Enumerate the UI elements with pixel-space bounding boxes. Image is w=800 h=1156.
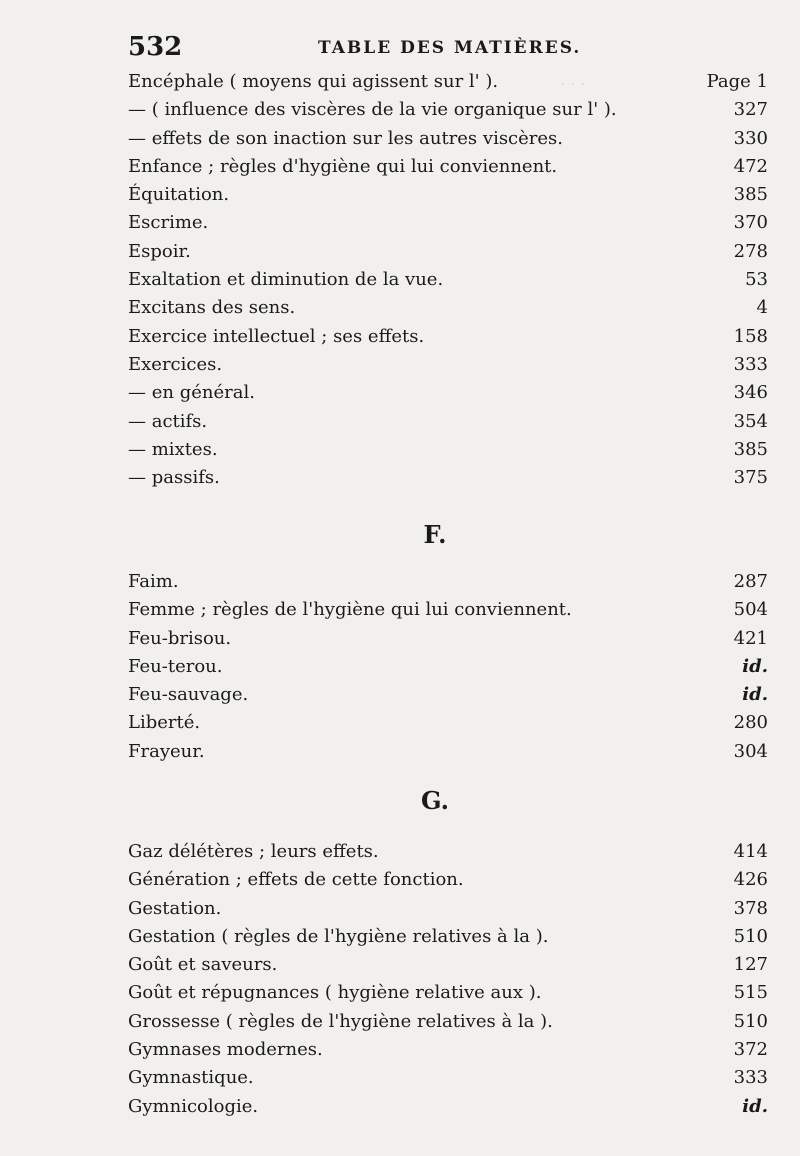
entry-page-number: 421 (733, 627, 768, 649)
entry-label: Gaz délétères ; leurs effets. (128, 841, 379, 862)
index-entry (128, 625, 768, 653)
entry-page-number: 333 (733, 353, 768, 375)
entry-page-number: 385 (733, 184, 768, 206)
entry-label: Grossesse ( règles de l'hygiène relatives à la ). (128, 1010, 553, 1032)
entry-page-number: 515 (733, 982, 768, 1004)
index-entry (128, 323, 768, 351)
entry-label: Escrime. (128, 212, 209, 234)
entry-page-number: Page 1 (706, 71, 768, 92)
index-entry (128, 209, 768, 237)
entry-page-number: 127 (733, 954, 768, 976)
entry-label: Gymnastique. (128, 1067, 254, 1089)
index-entry (128, 266, 768, 294)
entry-label: Gymnases modernes. (128, 1039, 323, 1061)
entry-page-number: 327 (733, 99, 768, 121)
entry-label: — mixtes. (128, 438, 218, 460)
index-entry (128, 181, 768, 209)
entry-label: Encéphale ( moyens qui agissent sur l' ). (128, 71, 499, 92)
entry-page-number: 280 (733, 712, 768, 734)
index-entry (128, 464, 768, 492)
entry-list (128, 838, 768, 1121)
index-entry (128, 408, 768, 436)
index-entry (128, 125, 768, 153)
entry-page-number: 510 (733, 925, 768, 947)
entry-page-number: 346 (733, 382, 768, 404)
entry-page-number: 370 (733, 212, 768, 234)
entry-label: — ( influence des viscères de la vie organique sur l' ). (128, 99, 617, 121)
index-entry (128, 866, 768, 894)
index-entry (128, 681, 768, 709)
entry-list (128, 68, 768, 492)
entry-page-number: 372 (733, 1039, 768, 1061)
page-number: 532 (128, 32, 183, 62)
entry-page-number: 510 (733, 1010, 768, 1032)
entry-label: — effets de son inaction sur les autres viscères. (128, 127, 564, 149)
index-entry (128, 1064, 768, 1092)
entry-label: Faim. (128, 571, 179, 592)
entry-label: Exercice intellectuel ; ses effets. (128, 325, 425, 347)
entry-label: Espoir. (128, 240, 191, 262)
entry-page-number: 378 (733, 897, 768, 919)
index-entry (128, 68, 768, 96)
index-entry (128, 153, 768, 181)
index-entry (128, 1008, 768, 1036)
entry-label: Enfance ; règles d'hygiène qui lui conviennent. (128, 155, 558, 177)
index-entry (128, 596, 768, 624)
entry-label: — actifs. (128, 410, 208, 432)
entry-label: Gestation. (128, 897, 222, 919)
entry-page-number: 304 (733, 740, 768, 762)
index-entry (128, 568, 768, 596)
entry-page-number: 333 (733, 1067, 768, 1089)
index-entry (128, 1036, 768, 1064)
index-entry (128, 923, 768, 951)
index-entry (128, 895, 768, 923)
entry-page-number: 504 (733, 599, 768, 621)
section-g (128, 838, 768, 1121)
bleed-through: . . . (560, 70, 586, 89)
index-entry (128, 238, 768, 266)
index-entry (128, 351, 768, 379)
entry-page-number: 354 (733, 410, 768, 432)
entry-label: Goût et répugnances ( hygiène relative aux ). (128, 982, 542, 1004)
entry-list (128, 568, 768, 766)
entry-label: Gestation ( règles de l'hygiène relatives à la ). (128, 925, 549, 947)
index-entry (128, 738, 768, 766)
entry-page-number: 426 (733, 869, 768, 891)
entry-page-number: 53 (745, 269, 768, 291)
entry-label: Génération ; effets de cette fonction. (128, 869, 464, 891)
index-entry (128, 951, 768, 979)
entry-page-number: 278 (733, 240, 768, 262)
entry-label: Exaltation et diminution de la vue. (128, 269, 444, 291)
entry-page-number: id. (742, 684, 768, 706)
section-e (128, 68, 768, 492)
index-entry (128, 838, 768, 866)
entry-page-number: id. (742, 655, 768, 677)
entry-label: Liberté. (128, 712, 201, 734)
entry-label: Excitans des sens. (128, 297, 296, 319)
entry-label: — en général. (128, 382, 255, 404)
entry-page-number: id. (742, 1095, 768, 1117)
entry-label: Femme ; règles de l'hygiène qui lui conviennent. (128, 599, 572, 621)
index-entry (128, 979, 768, 1007)
entry-label: Gymnicologie. (128, 1095, 259, 1117)
entry-page-number: 472 (733, 155, 768, 177)
section-letter-f: F. (423, 520, 447, 549)
entry-page-number: 287 (733, 571, 768, 592)
entry-label: Feu-terou. (128, 655, 223, 677)
index-entry (128, 1093, 768, 1121)
index-entry (128, 653, 768, 681)
entry-page-number: 414 (733, 841, 768, 862)
entry-label: — passifs. (128, 467, 220, 489)
entry-label: Équitation. (128, 184, 230, 206)
page-header (128, 32, 768, 62)
index-entry (128, 96, 768, 124)
section-f (128, 568, 768, 766)
index-entry (128, 436, 768, 464)
entry-label: Frayeur. (128, 740, 205, 762)
running-title: TABLE DES MATIÈRES. (318, 38, 582, 58)
entry-page-number: 4 (756, 297, 768, 319)
index-entry (128, 379, 768, 407)
entry-page-number: 385 (733, 438, 768, 460)
entry-label: Goût et saveurs. (128, 954, 278, 976)
index-entry (128, 294, 768, 322)
section-letter-g: G. (421, 786, 449, 815)
entry-page-number: 158 (733, 325, 768, 347)
entry-label: Feu-sauvage. (128, 684, 249, 706)
entry-label: Feu-brisou. (128, 627, 232, 649)
index-entry (128, 709, 768, 737)
entry-label: Exercices. (128, 353, 223, 375)
entry-page-number: 375 (733, 467, 768, 489)
entry-page-number: 330 (733, 127, 768, 149)
